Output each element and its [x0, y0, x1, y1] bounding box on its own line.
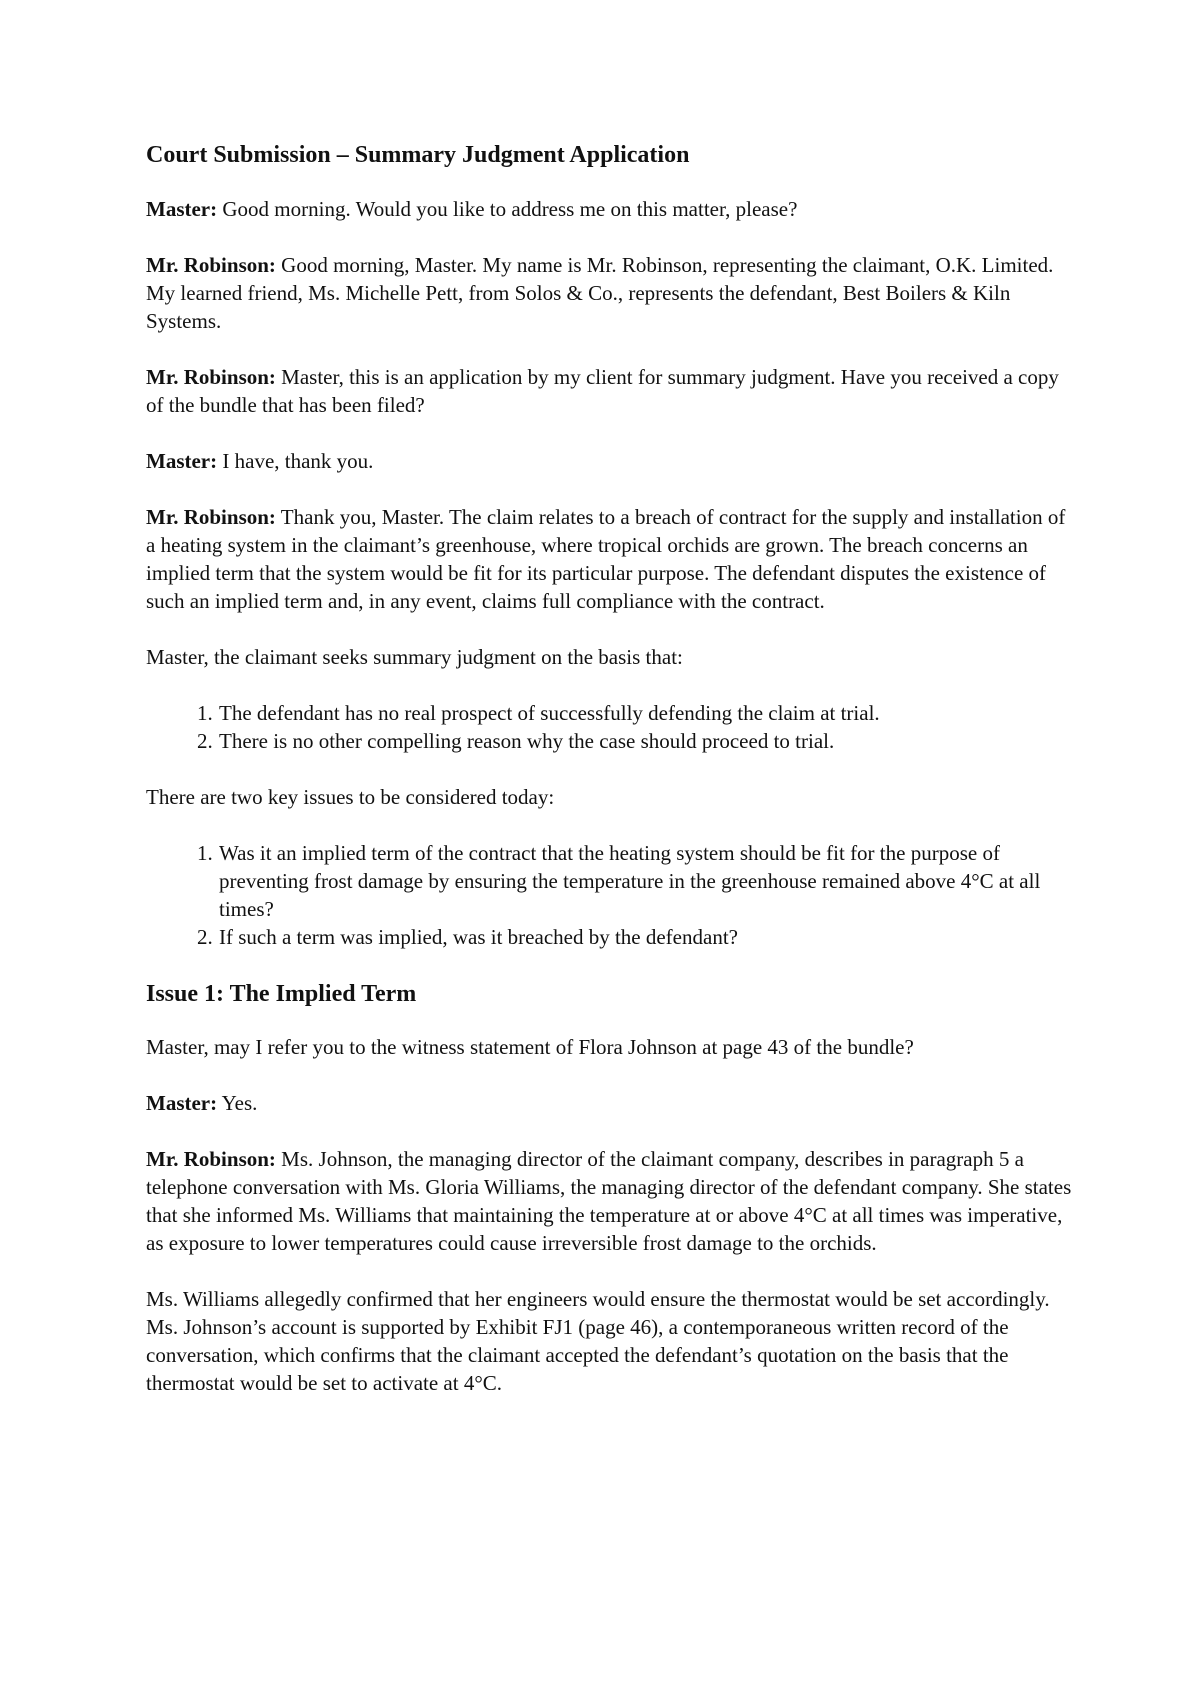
speaker-label: Mr. Robinson: [146, 365, 276, 389]
paragraph-robinson-johnson [146, 1145, 1076, 1257]
paragraph-key-issues: There are two key issues to be considered today: [146, 785, 555, 809]
speaker-label: Master: [146, 449, 218, 473]
paragraph-master-yes [146, 1089, 1076, 1117]
list-item: 1. Was it an implied term of the contract that the heating system should be fit for the purpose of preventing frost damage by ensuring the temperature in the greenhouse remained above 4°C at all times? [218, 839, 1076, 923]
section-heading: Issue 1: The Implied Term [146, 981, 417, 1007]
paragraph-text: Yes. [217, 1091, 258, 1115]
speaker-label: Mr. Robinson: [146, 253, 276, 277]
paragraph-robinson-intro [146, 251, 1076, 335]
paragraph-text: Good morning, Master. My name is Mr. Robinson, representing the claimant, O.K. Limited. My learned friend, Ms. Michelle Pett, from Solos & Co., represents the defendant, Best Boilers & Kiln Systems. [146, 253, 1054, 333]
paragraph-robinson-claim [146, 503, 1076, 615]
paragraph-text: Good morning. Would you like to address me on this matter, please? [217, 197, 798, 221]
paragraph-robinson-application [146, 363, 1076, 419]
issues-list [146, 839, 1076, 951]
document-title: Court Submission – Summary Judgment Application [146, 142, 690, 168]
paragraph-witness-reference: Master, may I refer you to the witness statement of Flora Johnson at page 43 of the bundle? [146, 1035, 914, 1059]
speaker-label: Mr. Robinson: [146, 1147, 276, 1171]
list-item: 2. There is no other compelling reason why the case should proceed to trial. [218, 727, 1076, 755]
speaker-label: Master: [146, 197, 218, 221]
paragraph-williams-confirmation: Ms. Williams allegedly confirmed that her engineers would ensure the thermostat would be set accordingly. Ms. Johnson’s account is supported by Exhibit FJ1 (page 46), a contemporaneous written record of the conversation, which confirms that the claimant accepted the defendant’s quotation on the basis that the thermostat would be set to activate at 4°C. [146, 1287, 1050, 1395]
paragraph-text: I have, thank you. [217, 449, 374, 473]
speaker-label: Mr. Robinson: [146, 505, 276, 529]
paragraph-text: Master, this is an application by my client for summary judgment. Have you received a copy of the bundle that has been filed? [146, 365, 1059, 417]
paragraph-text: Thank you, Master. The claim relates to a breach of contract for the supply and installation of a heating system in the claimant’s greenhouse, where tropical orchids are grown. The breach concerns an implied term that the system would be fit for its particular purpose. The defendant disputes the existence of such an implied term and, in any event, claims full compliance with the contract. [146, 505, 1066, 613]
paragraph-master-greeting [146, 195, 1076, 223]
speaker-label: Master: [146, 1091, 218, 1115]
paragraph-master-reply [146, 447, 1076, 475]
basis-list [146, 699, 1076, 755]
paragraph-text: Ms. Johnson, the managing director of the claimant company, describes in paragraph 5 a telephone conversation with Ms. Gloria Williams, the managing director of the defendant company. She states that she informed Ms. Williams that maintaining the temperature at or above 4°C at all times was imperative, as exposure to lower temperatures could cause irreversible frost damage to the orchids. [146, 1147, 1072, 1255]
paragraph-summary-basis: Master, the claimant seeks summary judgment on the basis that: [146, 645, 683, 669]
list-item: 1. The defendant has no real prospect of successfully defending the claim at trial. [218, 699, 1076, 727]
document-page [146, 140, 1076, 1425]
list-item: 2. If such a term was implied, was it breached by the defendant? [218, 923, 1076, 951]
